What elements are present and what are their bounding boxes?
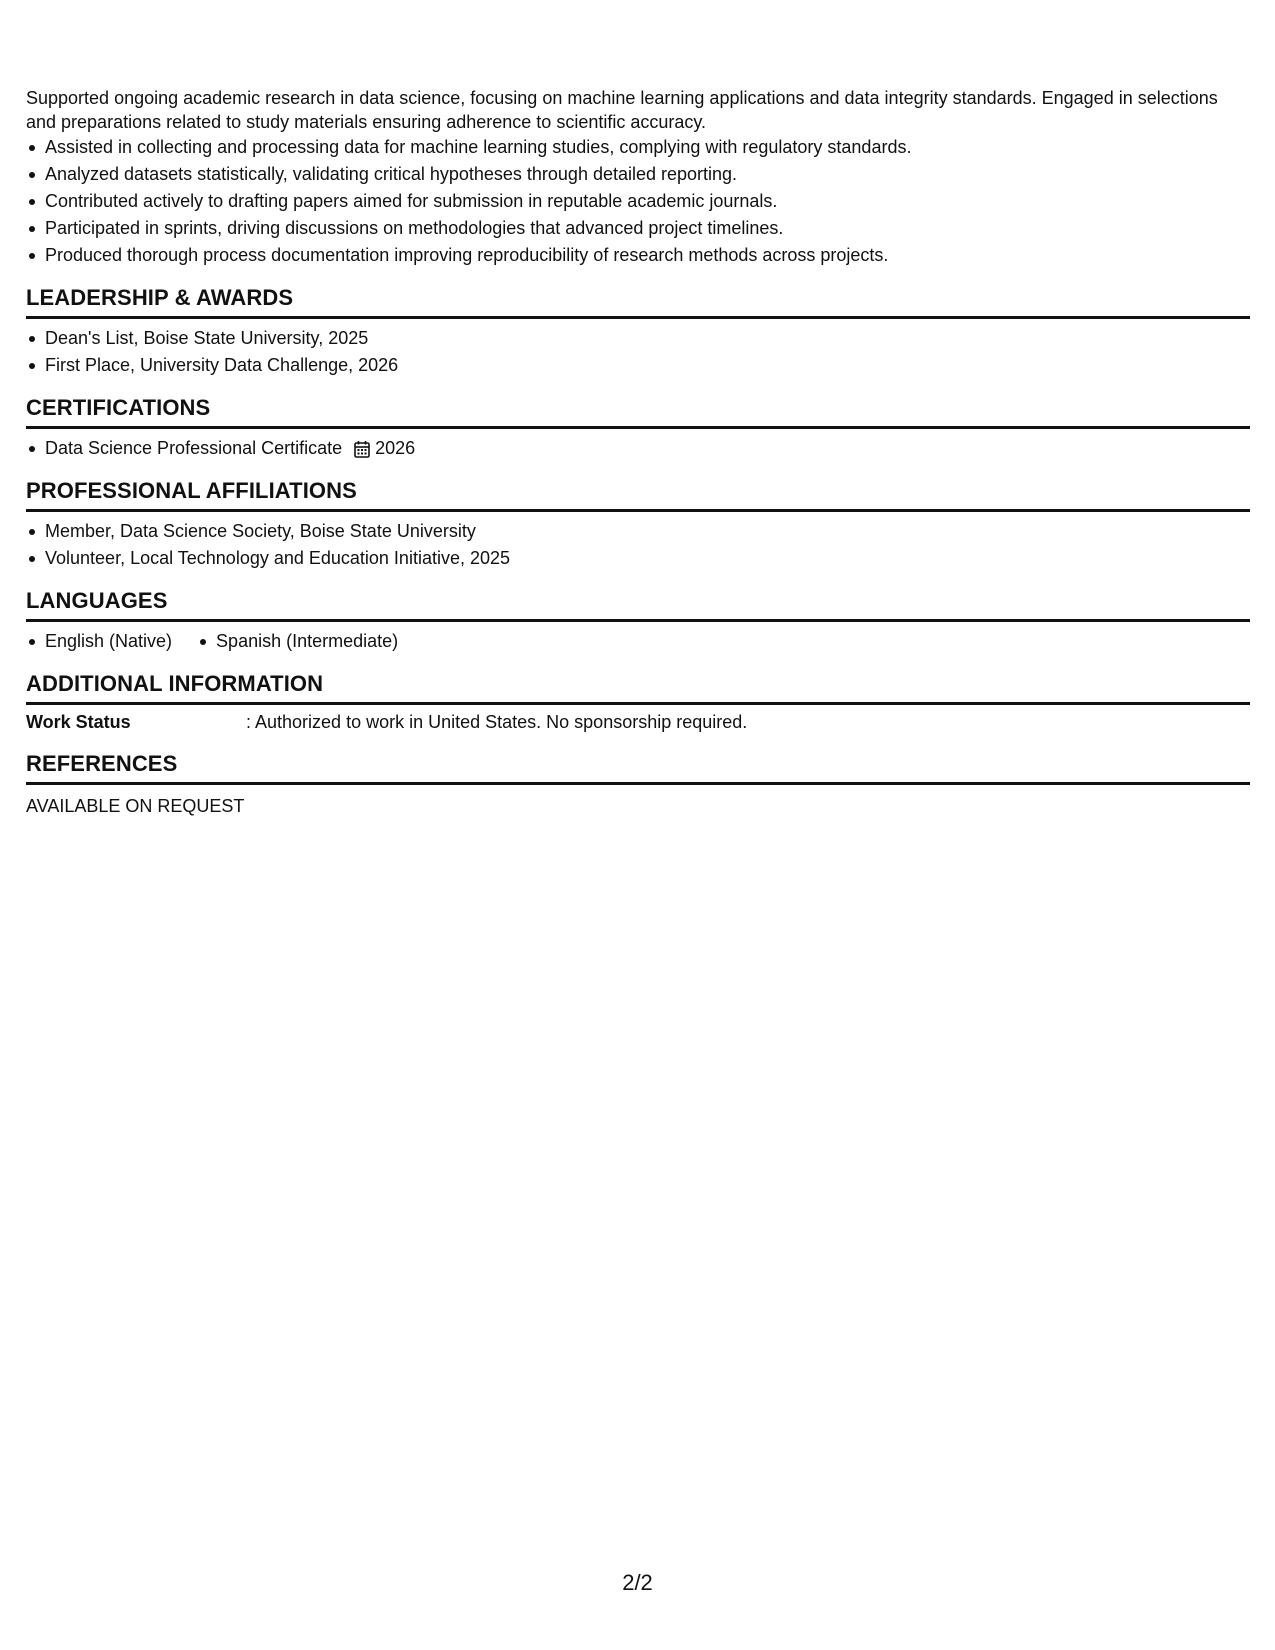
leadership-list [26, 325, 1250, 379]
calendar-icon [354, 440, 370, 458]
certification-name: Data Science Professional Certificate [45, 438, 343, 458]
experience-continuation [26, 86, 1250, 269]
list-item: First Place, University Data Challenge, 2026 [45, 352, 1250, 379]
certification-date [354, 435, 415, 462]
section-title: CERTIFICATIONS [26, 393, 1250, 429]
certifications-list [26, 435, 1250, 462]
list-item: Contributed actively to drafting papers aimed for submission in reputable academic journals. [45, 188, 1250, 215]
list-item: Dean's List, Boise State University, 2025 [45, 325, 1250, 352]
references-text: AVAILABLE ON REQUEST [26, 796, 245, 816]
experience-bullet-list [26, 134, 1250, 269]
work-status-value: : Authorized to work in United States. No sponsorship required. [246, 712, 748, 732]
additional-info-section [26, 669, 1250, 735]
list-item: Member, Data Science Society, Boise State University [45, 518, 1250, 545]
section-title: REFERENCES [26, 749, 1250, 785]
section-title: ADDITIONAL INFORMATION [26, 669, 1250, 705]
experience-intro: Supported ongoing academic research in data science, focusing on machine learning applications and data integrity standards. Engaged in selections and preparations related to study materials ensuring adherence to scientific accuracy. [26, 88, 1218, 132]
affiliations-section [26, 476, 1250, 572]
leadership-section [26, 283, 1250, 379]
resume-page [26, 86, 1250, 819]
certifications-section [26, 393, 1250, 462]
list-item: Produced thorough process documentation improving reproducibility of research methods across projects. [45, 242, 1250, 269]
certification-year: 2026 [375, 438, 416, 458]
list-item: English (Native) [45, 628, 172, 655]
work-status-row [26, 709, 1250, 735]
page-number: 2/2 [622, 1570, 653, 1595]
section-title: PROFESSIONAL AFFILIATIONS [26, 476, 1250, 512]
work-status-label: Work Status [26, 712, 131, 732]
list-item: Analyzed datasets statistically, validating critical hypotheses through detailed reporting. [45, 161, 1250, 188]
list-item: Participated in sprints, driving discussions on methodologies that advanced project timelines. [45, 215, 1250, 242]
section-title: LEADERSHIP & AWARDS [26, 283, 1250, 319]
references-section [26, 749, 1250, 819]
list-item: Spanish (Intermediate) [216, 628, 398, 655]
languages-section [26, 586, 1250, 655]
list-item: Assisted in collecting and processing data for machine learning studies, complying with regulatory standards. [45, 134, 1250, 161]
section-title: LANGUAGES [26, 586, 1250, 622]
list-item: Volunteer, Local Technology and Education Initiative, 2025 [45, 545, 1250, 572]
affiliations-list [26, 518, 1250, 572]
languages-list [26, 628, 1250, 655]
list-item [45, 435, 1250, 462]
